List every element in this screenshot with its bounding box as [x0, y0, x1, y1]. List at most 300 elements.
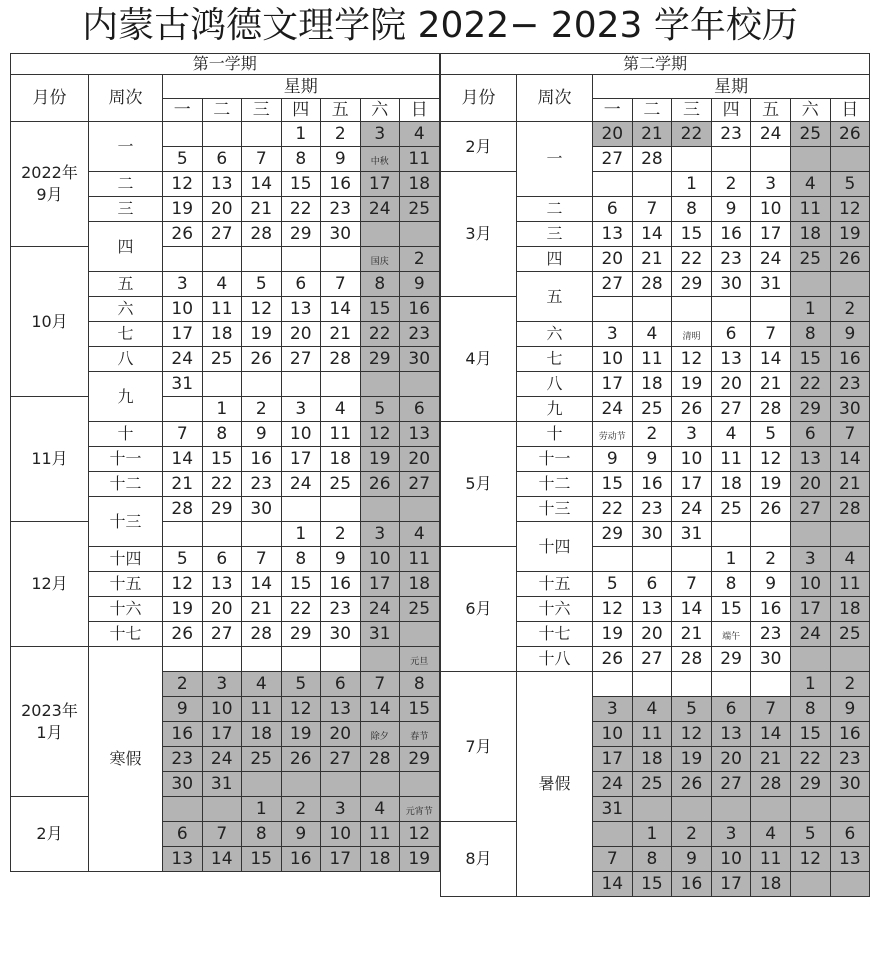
day-cell: 27	[790, 497, 830, 522]
day-cell: 6	[711, 322, 751, 347]
day-cell: 14	[830, 447, 870, 472]
day-cell	[672, 672, 712, 697]
day-cell: 13	[711, 347, 751, 372]
day-cell: 22	[202, 472, 242, 497]
day-cell	[632, 797, 672, 822]
holiday-note: 端午	[722, 632, 741, 642]
day-cell	[242, 772, 282, 797]
day-cell: 2	[242, 397, 282, 422]
day-cell: 23	[632, 497, 672, 522]
day-cell: 22	[281, 597, 321, 622]
day-cell: 8	[360, 272, 400, 297]
day-cell: 29	[281, 222, 321, 247]
day-cell: 7	[632, 197, 672, 222]
day-cell: 19	[751, 472, 791, 497]
day-cell: 20	[632, 622, 672, 647]
day-cell: 25	[632, 772, 672, 797]
day-cell: 23	[830, 372, 870, 397]
day-cell: 18	[711, 472, 751, 497]
day-cell	[202, 247, 242, 272]
day-cell: 17	[360, 172, 400, 197]
week-cell: 十五	[89, 572, 163, 597]
day-cell	[593, 672, 633, 697]
day-cell: 29	[593, 522, 633, 547]
day-cell: 11	[632, 722, 672, 747]
day-cell: 3	[321, 797, 361, 822]
month-cell: 8月	[441, 822, 517, 897]
day-cell: 10	[593, 722, 633, 747]
day-cell: 14	[242, 572, 282, 597]
day-cell: 1	[242, 797, 282, 822]
day-cell	[360, 222, 400, 247]
day-cell: 7	[830, 422, 870, 447]
day-cell: 30	[163, 772, 203, 797]
day-cell	[632, 672, 672, 697]
month-cell: 12月	[11, 522, 89, 647]
day-cell: 3	[711, 822, 751, 847]
day-cell: 27	[281, 347, 321, 372]
day-cell: 24	[593, 772, 633, 797]
week-cell: 二	[89, 172, 163, 197]
day-cell: 15	[400, 697, 440, 722]
day-cell: 8	[281, 147, 321, 172]
day-cell: 16	[830, 722, 870, 747]
day-cell: 21	[751, 372, 791, 397]
month-cell: 3月	[441, 172, 517, 297]
week-cell: 六	[89, 297, 163, 322]
week-cell: 八	[517, 372, 593, 397]
day-cell	[593, 297, 633, 322]
day-cell: 2	[400, 247, 440, 272]
day-cell	[281, 647, 321, 672]
day-cell: 24	[790, 622, 830, 647]
day-cell: 1	[790, 297, 830, 322]
week-cell: 五	[89, 272, 163, 297]
day-cell: 11	[632, 347, 672, 372]
day-cell	[400, 222, 440, 247]
week-cell: 一	[517, 122, 593, 197]
day-cell: 11	[751, 847, 791, 872]
day-cell: 17	[790, 597, 830, 622]
day-cell	[632, 297, 672, 322]
week-cell: 五	[517, 272, 593, 322]
day-cell: 7	[751, 697, 791, 722]
day-cell: 14	[672, 597, 712, 622]
day-cell: 8	[281, 547, 321, 572]
day-cell: 29	[360, 347, 400, 372]
day-cell: 18	[202, 322, 242, 347]
day-cell: 1	[281, 122, 321, 147]
day-cell: 9	[632, 447, 672, 472]
day-cell: 25	[400, 197, 440, 222]
week-cell: 七	[89, 322, 163, 347]
day-cell: 22	[790, 372, 830, 397]
day-cell: 23	[751, 622, 791, 647]
day-cell: 31	[593, 797, 633, 822]
day-cell: 2	[830, 297, 870, 322]
day-cell: 4	[360, 797, 400, 822]
day-cell: 7	[593, 847, 633, 872]
day-cell: 4	[632, 322, 672, 347]
day-cell: 28	[751, 397, 791, 422]
day-cell: 19	[830, 222, 870, 247]
day-cell	[360, 147, 400, 172]
day-cell: 29	[400, 747, 440, 772]
day-cell: 6	[790, 422, 830, 447]
day-cell: 22	[593, 497, 633, 522]
day-cell: 15	[202, 447, 242, 472]
day-cell: 28	[242, 222, 282, 247]
day-cell: 6	[830, 822, 870, 847]
day-cell: 10	[790, 572, 830, 597]
month-cell: 2022年 9月	[11, 122, 89, 247]
day-cell: 31	[202, 772, 242, 797]
day-cell: 6	[321, 672, 361, 697]
week-cell: 十七	[517, 622, 593, 647]
day-cell: 23	[711, 247, 751, 272]
day-cell: 23	[400, 322, 440, 347]
day-cell: 19	[400, 847, 440, 872]
day-cell	[593, 822, 633, 847]
day-cell: 16	[830, 347, 870, 372]
day-cell: 17	[281, 447, 321, 472]
day-cell: 2	[672, 822, 712, 847]
day-cell: 26	[163, 222, 203, 247]
day-cell: 26	[281, 747, 321, 772]
day-cell: 1	[281, 522, 321, 547]
day-cell	[830, 147, 870, 172]
week-cell: 十一	[89, 447, 163, 472]
day-cell: 26	[360, 472, 400, 497]
day-cell	[202, 522, 242, 547]
day-cell: 13	[830, 847, 870, 872]
day-cell: 2	[281, 797, 321, 822]
day-cell: 21	[751, 747, 791, 772]
day-cell: 10	[321, 822, 361, 847]
day-cell: 13	[790, 447, 830, 472]
day-cell: 19	[672, 747, 712, 772]
holiday-note: 清明	[682, 332, 701, 342]
day-cell: 9	[830, 322, 870, 347]
calendar-row	[441, 822, 870, 847]
day-cell: 28	[632, 272, 672, 297]
day-cell: 25	[790, 247, 830, 272]
day-cell: 1	[202, 397, 242, 422]
day-cell: 7	[242, 547, 282, 572]
day-cell: 23	[163, 747, 203, 772]
day-cell	[593, 422, 633, 447]
day-cell: 30	[321, 622, 361, 647]
day-cell: 15	[790, 722, 830, 747]
holiday-note: 元旦	[410, 657, 429, 667]
day-cell: 27	[593, 272, 633, 297]
day-cell: 5	[593, 572, 633, 597]
weekday-label: 三	[672, 99, 712, 122]
day-cell: 21	[321, 322, 361, 347]
day-cell: 27	[400, 472, 440, 497]
day-cell	[400, 497, 440, 522]
day-cell: 30	[830, 397, 870, 422]
day-cell: 11	[790, 197, 830, 222]
day-cell: 3	[751, 172, 791, 197]
day-cell: 10	[711, 847, 751, 872]
day-cell	[672, 797, 712, 822]
day-cell	[400, 372, 440, 397]
day-cell	[790, 147, 830, 172]
day-cell: 11	[202, 297, 242, 322]
week-cell: 十	[517, 422, 593, 447]
week-cell: 十	[89, 422, 163, 447]
week-cell: 十三	[517, 497, 593, 522]
day-cell: 14	[632, 222, 672, 247]
day-cell	[360, 647, 400, 672]
day-cell	[593, 547, 633, 572]
day-cell	[242, 247, 282, 272]
day-cell: 16	[400, 297, 440, 322]
day-cell	[790, 872, 830, 897]
week-cell: 十四	[89, 547, 163, 572]
day-cell	[672, 547, 712, 572]
day-cell: 3	[672, 422, 712, 447]
day-cell: 1	[672, 172, 712, 197]
day-cell: 23	[321, 197, 361, 222]
day-cell	[163, 397, 203, 422]
day-cell: 22	[360, 322, 400, 347]
day-cell: 2	[632, 422, 672, 447]
month-cell: 10月	[11, 247, 89, 397]
day-cell: 7	[242, 147, 282, 172]
day-cell: 18	[790, 222, 830, 247]
day-cell: 8	[790, 322, 830, 347]
day-cell: 29	[202, 497, 242, 522]
day-cell: 9	[830, 697, 870, 722]
day-cell	[202, 372, 242, 397]
week-cell: 十三	[89, 497, 163, 547]
day-cell	[242, 522, 282, 547]
day-cell	[751, 147, 791, 172]
day-cell: 17	[711, 872, 751, 897]
day-cell: 15	[632, 872, 672, 897]
day-cell	[751, 297, 791, 322]
day-cell	[321, 497, 361, 522]
day-cell: 24	[672, 497, 712, 522]
day-cell	[711, 297, 751, 322]
day-cell: 26	[751, 497, 791, 522]
day-cell: 18	[830, 597, 870, 622]
day-cell: 5	[242, 272, 282, 297]
day-cell: 3	[790, 547, 830, 572]
day-cell: 26	[830, 247, 870, 272]
day-cell: 3	[281, 397, 321, 422]
day-cell	[360, 772, 400, 797]
day-cell: 20	[202, 597, 242, 622]
week-cell: 三	[517, 222, 593, 247]
weekday-label: 三	[242, 99, 282, 122]
day-cell: 20	[400, 447, 440, 472]
day-cell: 26	[830, 122, 870, 147]
day-cell: 26	[242, 347, 282, 372]
month-cell: 2月	[11, 797, 89, 872]
week-cell: 十四	[517, 522, 593, 572]
day-cell: 7	[360, 672, 400, 697]
day-cell	[242, 372, 282, 397]
day-cell: 31	[163, 372, 203, 397]
day-cell: 20	[711, 372, 751, 397]
calendar-row	[11, 397, 440, 422]
day-cell: 6	[202, 147, 242, 172]
day-cell: 24	[360, 197, 400, 222]
day-cell: 17	[360, 572, 400, 597]
day-cell: 13	[321, 697, 361, 722]
day-cell: 14	[321, 297, 361, 322]
day-cell: 26	[672, 397, 712, 422]
day-cell: 8	[202, 422, 242, 447]
day-cell: 4	[202, 272, 242, 297]
day-cell: 19	[281, 722, 321, 747]
day-cell: 10	[672, 447, 712, 472]
day-cell: 20	[711, 747, 751, 772]
day-cell: 20	[790, 472, 830, 497]
day-cell: 5	[163, 547, 203, 572]
day-cell: 24	[751, 122, 791, 147]
day-cell: 8	[242, 822, 282, 847]
day-cell	[321, 372, 361, 397]
day-cell: 13	[163, 847, 203, 872]
day-cell	[321, 647, 361, 672]
day-cell: 30	[242, 497, 282, 522]
day-cell: 31	[751, 272, 791, 297]
day-cell: 25	[790, 122, 830, 147]
day-cell: 12	[281, 697, 321, 722]
day-cell: 31	[672, 522, 712, 547]
week-cell: 十六	[517, 597, 593, 622]
day-cell: 19	[163, 197, 203, 222]
day-cell: 4	[711, 422, 751, 447]
day-cell: 11	[830, 572, 870, 597]
day-cell	[202, 647, 242, 672]
calendar-row	[441, 422, 870, 447]
day-cell	[400, 772, 440, 797]
calendar-row	[441, 172, 870, 197]
day-cell	[711, 147, 751, 172]
weekday-label: 二	[202, 99, 242, 122]
day-cell: 19	[672, 372, 712, 397]
day-cell: 23	[242, 472, 282, 497]
day-cell: 8	[632, 847, 672, 872]
day-cell: 10	[751, 197, 791, 222]
day-cell: 27	[202, 222, 242, 247]
day-cell: 4	[790, 172, 830, 197]
day-cell: 17	[163, 322, 203, 347]
day-cell: 26	[672, 772, 712, 797]
day-cell: 2	[711, 172, 751, 197]
day-cell: 22	[281, 197, 321, 222]
day-cell: 5	[360, 397, 400, 422]
day-cell: 24	[163, 347, 203, 372]
day-cell: 28	[830, 497, 870, 522]
day-cell: 17	[672, 472, 712, 497]
weekday-label: 一	[163, 99, 203, 122]
day-cell: 5	[830, 172, 870, 197]
week-cell: 十五	[517, 572, 593, 597]
day-cell: 2	[321, 522, 361, 547]
day-cell: 31	[360, 622, 400, 647]
day-cell	[790, 522, 830, 547]
day-cell: 12	[593, 597, 633, 622]
day-cell: 28	[360, 747, 400, 772]
day-cell: 29	[790, 397, 830, 422]
day-cell: 5	[751, 422, 791, 447]
week-cell: 四	[89, 222, 163, 272]
day-cell: 16	[321, 172, 361, 197]
day-cell: 14	[242, 172, 282, 197]
week-cell: 十二	[517, 472, 593, 497]
day-cell	[202, 122, 242, 147]
day-cell: 15	[711, 597, 751, 622]
day-cell: 6	[163, 822, 203, 847]
day-cell	[400, 647, 440, 672]
day-cell	[711, 797, 751, 822]
day-cell: 21	[242, 197, 282, 222]
day-cell: 9	[321, 547, 361, 572]
day-cell: 16	[163, 722, 203, 747]
day-cell: 16	[242, 447, 282, 472]
weekday-label: 六	[790, 99, 830, 122]
day-cell: 1	[711, 547, 751, 572]
day-cell	[830, 872, 870, 897]
day-cell: 5	[281, 672, 321, 697]
day-cell: 16	[321, 572, 361, 597]
day-cell	[281, 372, 321, 397]
week-cell: 六	[517, 322, 593, 347]
day-cell	[242, 122, 282, 147]
week-cell: 八	[89, 347, 163, 372]
calendar-row	[441, 547, 870, 572]
week-header: 周次	[89, 75, 163, 122]
day-cell: 16	[751, 597, 791, 622]
day-cell: 8	[790, 697, 830, 722]
day-cell: 30	[711, 272, 751, 297]
day-cell: 26	[163, 622, 203, 647]
day-cell: 17	[202, 722, 242, 747]
day-cell: 10	[163, 297, 203, 322]
day-cell: 14	[593, 872, 633, 897]
day-cell: 6	[593, 197, 633, 222]
day-cell: 19	[360, 447, 400, 472]
second-semester-panel	[440, 53, 870, 897]
day-cell: 4	[400, 522, 440, 547]
month-cell: 7月	[441, 672, 517, 822]
weekday-label: 五	[321, 99, 361, 122]
week-cell: 十八	[517, 647, 593, 672]
month-cell: 2月	[441, 122, 517, 172]
day-cell: 6	[400, 397, 440, 422]
day-cell	[163, 647, 203, 672]
calendar-row	[11, 522, 440, 547]
day-cell: 21	[632, 122, 672, 147]
day-cell: 8	[400, 672, 440, 697]
day-cell: 4	[830, 547, 870, 572]
day-cell	[360, 497, 400, 522]
day-cell: 12	[790, 847, 830, 872]
day-cell: 15	[281, 572, 321, 597]
calendar-row	[441, 122, 870, 147]
day-cell: 30	[400, 347, 440, 372]
day-cell: 11	[400, 547, 440, 572]
holiday-note: 元宵节	[405, 807, 433, 817]
calendar-row	[441, 297, 870, 322]
day-cell: 20	[321, 722, 361, 747]
